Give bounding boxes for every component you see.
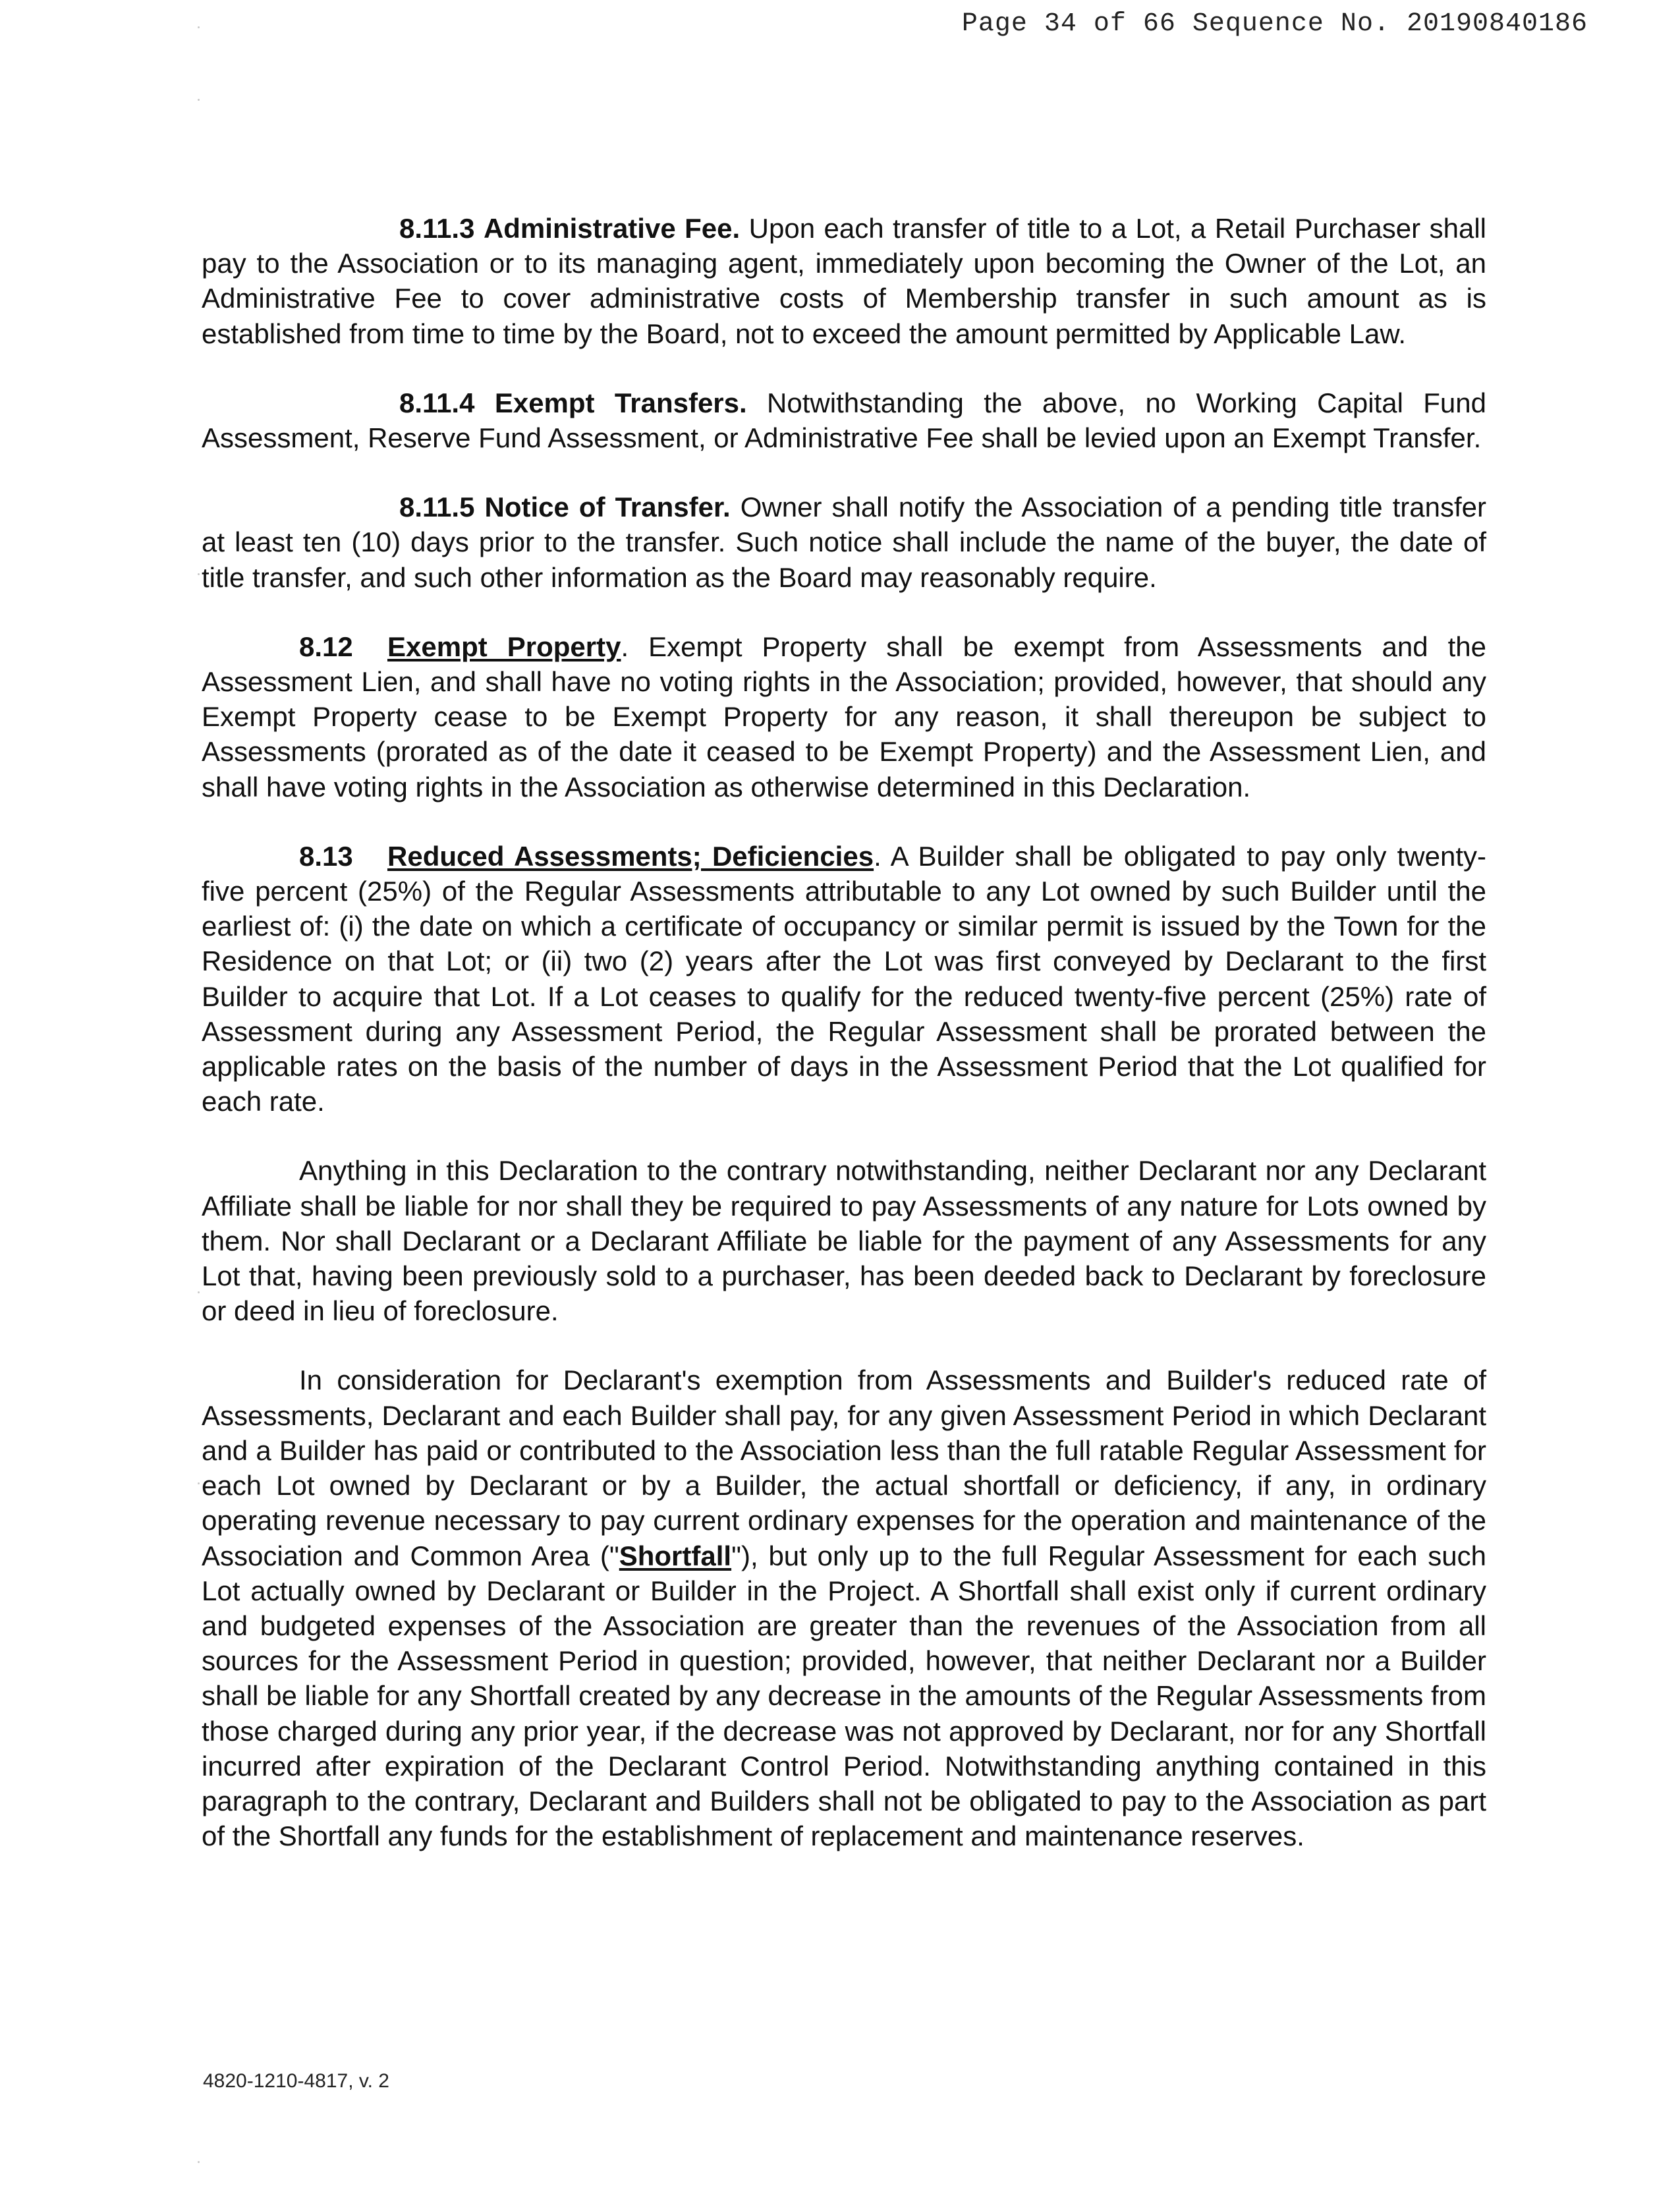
paragraph-text: In consideration for Declarant's exemption from Assessments and Builder's reduced rate of Assessments, Declarant and each Builder shall pay, for any given Assessment Period in which Declarant and a Builder has paid or contributed to the Association less than the full ratable Regular Assessment for each Lot owned by Declarant or by a Builder, the actual shortfall or deficiency, if any, in ordinary operating revenue necessary to pay current ordinary expenses for the operation and maintenance of the Association and Common Area (" <box>202 1364 1486 1571</box>
section-heading: Notice of Transfer. <box>484 492 731 523</box>
scan-speckle <box>198 1291 200 1293</box>
scan-speckle <box>198 99 200 101</box>
section-number: 8.13 <box>299 840 353 872</box>
page-header-sequence: Page 34 of 66 Sequence No. 20190840186 <box>961 9 1588 39</box>
document-footer-id: 4820-1210-4817, v. 2 <box>203 2070 389 2092</box>
section-number: 8.11.5 <box>399 492 475 523</box>
scan-speckle <box>198 573 200 575</box>
paragraph-text: "), but only up to the full Regular Assessment for each such Lot actually owned by Declarant or Builder in the Project. A Shortfall shall exist only if current ordinary and budgeted expenses of the Association are greater than the revenues of the Association from all sources for the Assessment Period in question; provided, however, that neither Declarant nor a Builder shall be liable for any Shortfall created by any decrease in the amounts of the Regular Assessments from those charged during any prior year, if the decrease was not approved by Declarant, nor for any Shortfall incurred after expiration of the Declarant Control Period. Notwithstanding anything contained in this paragraph to the contrary, Declarant and Builders shall not be obligated to pay to the Association as part of the Shortfall any funds for the establishment of replacement and maintenance reserves. <box>202 1540 1487 1852</box>
paragraph-shortfall <box>202 1363 1486 1853</box>
scan-speckle <box>198 26 200 28</box>
section-heading: Exempt Transfers. <box>494 387 747 418</box>
defined-term-shortfall: Shortfall <box>619 1540 732 1571</box>
section-text: Notwithstanding the above, no Working Capital Fund Assessment, Reserve Fund Assessment, or Administrative Fee shall be levied upon an Exempt Transfer. <box>202 387 1486 454</box>
section-8-11-4 <box>202 385 1486 455</box>
section-text: Upon each transfer of title to a Lot, a Retail Purchaser shall pay to the Association or to its managing agent, immediately upon becoming the Owner of the Lot, an Administrative Fee to cover administrative costs of Membership transfer in such amount as is established from time to time by the Board, not to exceed the amount permitted by Applicable Law. <box>202 213 1486 349</box>
document-body <box>202 211 1486 1888</box>
section-heading: Exempt Property <box>387 631 621 662</box>
paragraph-declarant-exemption: Anything in this Declaration to the contrary notwithstanding, neither Declarant nor any Declarant Affiliate shall be liable for nor shall they be required to pay Assessments of any nature for Lots owned by them. Nor shall Declarant or a Declarant Affiliate be liable for the payment of any Assessments for any Lot that, having been previously sold to a purchaser, has been deeded back to Declarant by foreclosure or deed in lieu of foreclosure. <box>202 1155 1486 1327</box>
scan-speckle <box>198 2161 200 2163</box>
section-8-11-5 <box>202 490 1486 595</box>
section-heading: Administrative Fee. <box>483 213 741 244</box>
section-8-11-3 <box>202 211 1486 351</box>
section-8-12 <box>202 629 1486 804</box>
section-number: 8.11.3 <box>399 213 475 244</box>
section-text: Owner shall notify the Association of a pending title transfer at least ten (10) days prior to the transfer. Such notice shall include the name of the buyer, the date of title transfer, and such other information as the Board may reasonably require. <box>202 492 1486 593</box>
section-heading: Reduced Assessments; Deficiencies <box>387 840 874 872</box>
scan-speckle <box>198 1482 200 1484</box>
section-text: . Exempt Property shall be exempt from Assessments and the Assessment Lien, and shall have no voting rights in the Association; provided, however, that should any Exempt Property cease to be Exempt Property for any reason, it shall thereupon be subject to Assessments (prorated as of the date it ceased to be Exempt Property) and the Assessment Lien, and shall have voting rights in the Association as otherwise determined in this Declaration. <box>202 631 1486 802</box>
section-text: . A Builder shall be obligated to pay only twenty-five percent (25%) of the Regular Assessments attributable to any Lot owned by such Builder until the earliest of: (i) the date on which a certificate of occupancy or similar permit is issued by the Town for the Residence on that Lot; or (ii) two (2) years after the Lot was first conveyed by Declarant to the first Builder to acquire that Lot. If a Lot ceases to qualify for the reduced twenty-five percent (25%) rate of Assessment during any Assessment Period, the Regular Assessment shall be prorated between the applicable rates on the basis of the number of days in the Assessment Period that the Lot qualified for each rate. <box>202 840 1487 1117</box>
section-8-13 <box>202 839 1486 1119</box>
section-number: 8.12 <box>299 631 353 662</box>
section-number: 8.11.4 <box>399 387 475 418</box>
